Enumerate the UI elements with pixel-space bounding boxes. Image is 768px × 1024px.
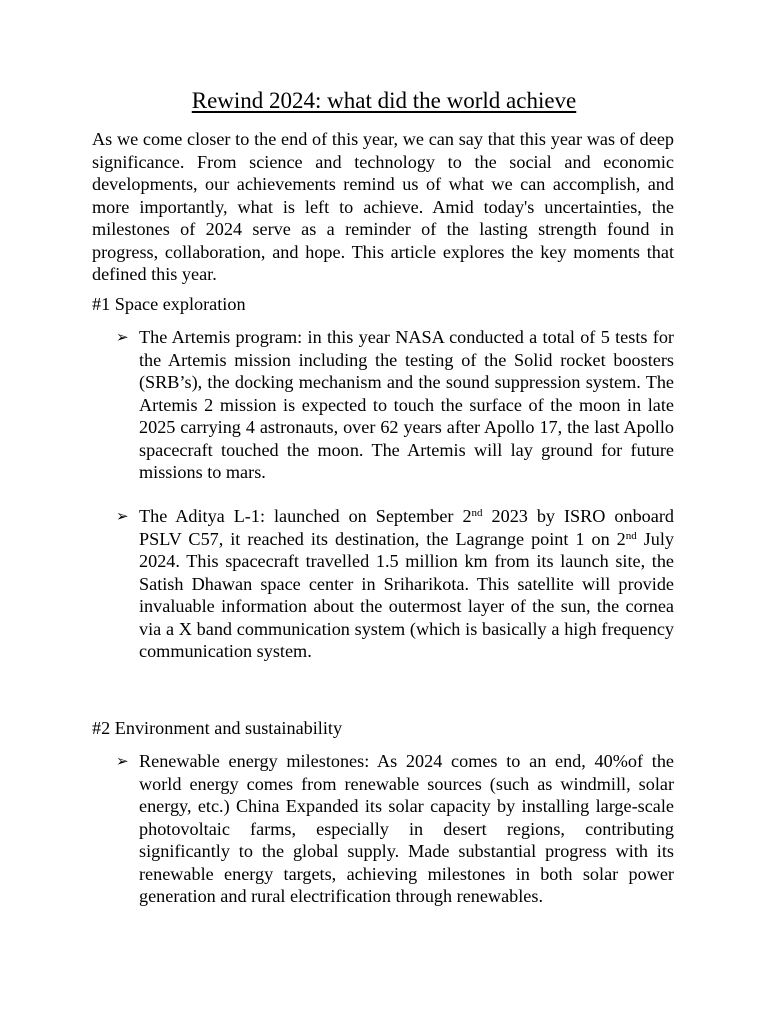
ordinal-suffix: nd [471,507,483,519]
section-heading-space-exploration: #1 Space exploration [92,294,246,314]
aditya-text-part-2: 2023 by ISRO onboard PSLV C57, it reached its destination, the Lagrange point 1 on 2 [139,506,674,549]
arrow-bullet-icon: ➢ [116,507,129,525]
bullet-text-artemis: The Artemis program: in this year NASA conducted a total of 5 tests for the Artemis mission including the testing of the Solid rocket boosters (SRB’s), the docking mechanism and the sound suppression system. The Artemis 2 mission is expected to touch the surface of the moon in late 2025 carrying 4 astronauts, over 62 years after Apollo 17, the last Apollo spacecraft touched the moon. The Artemis will lay ground for future missions to mars. [139,327,674,482]
aditya-text-part-3: July 2024. This spacecraft travelled 1.5 million km from its launch site, the Satish Dhawan space center in Sriharikota. This satellite will provide invaluable information about the outermost layer of the sun, the cornea via a X band communication system (which is basically a high frequency communication system. [139,528,674,661]
intro-paragraph: As we come closer to the end of this year, we can say that this year was of deep significance. From science and technology to the social and economic developments, our achievements remind us of what we can accomplish, and more importantly, what is left to achieve. Amid today's uncertainties, the milestones of 2024 serve as a reminder of the lasting strength found in progress, collaboration, and hope. This article explores the key moments that defined this year. [92,129,674,284]
ordinal-suffix: nd [625,529,637,542]
bullet-text-renewable-energy: Renewable energy milestones: As 2024 comes to an end, 40%of the world energy comes from renewable sources (such as windmill, solar energy, etc.) China Expanded its solar capacity by installing large-scale photovoltaic farms, especially in desert regions, contributing significantly to the global supply. Made substantial progress with its renewable energy targets, achieving milestones in both solar power generation and rural electrification through renewables. [139,751,674,906]
section-heading-environment: #2 Environment and sustainability [92,718,343,738]
bullet-renewable-energy [116,750,674,908]
bullet-artemis [116,326,674,484]
arrow-bullet-icon: ➢ [116,752,129,770]
aditya-text-part-1: The Aditya L-1: launched on September 2 [139,506,472,526]
arrow-bullet-icon: ➢ [116,328,129,346]
document-title: Rewind 2024: what did the world achieve [191,88,577,113]
bullet-text-aditya [139,505,674,663]
bullet-aditya [116,505,674,663]
